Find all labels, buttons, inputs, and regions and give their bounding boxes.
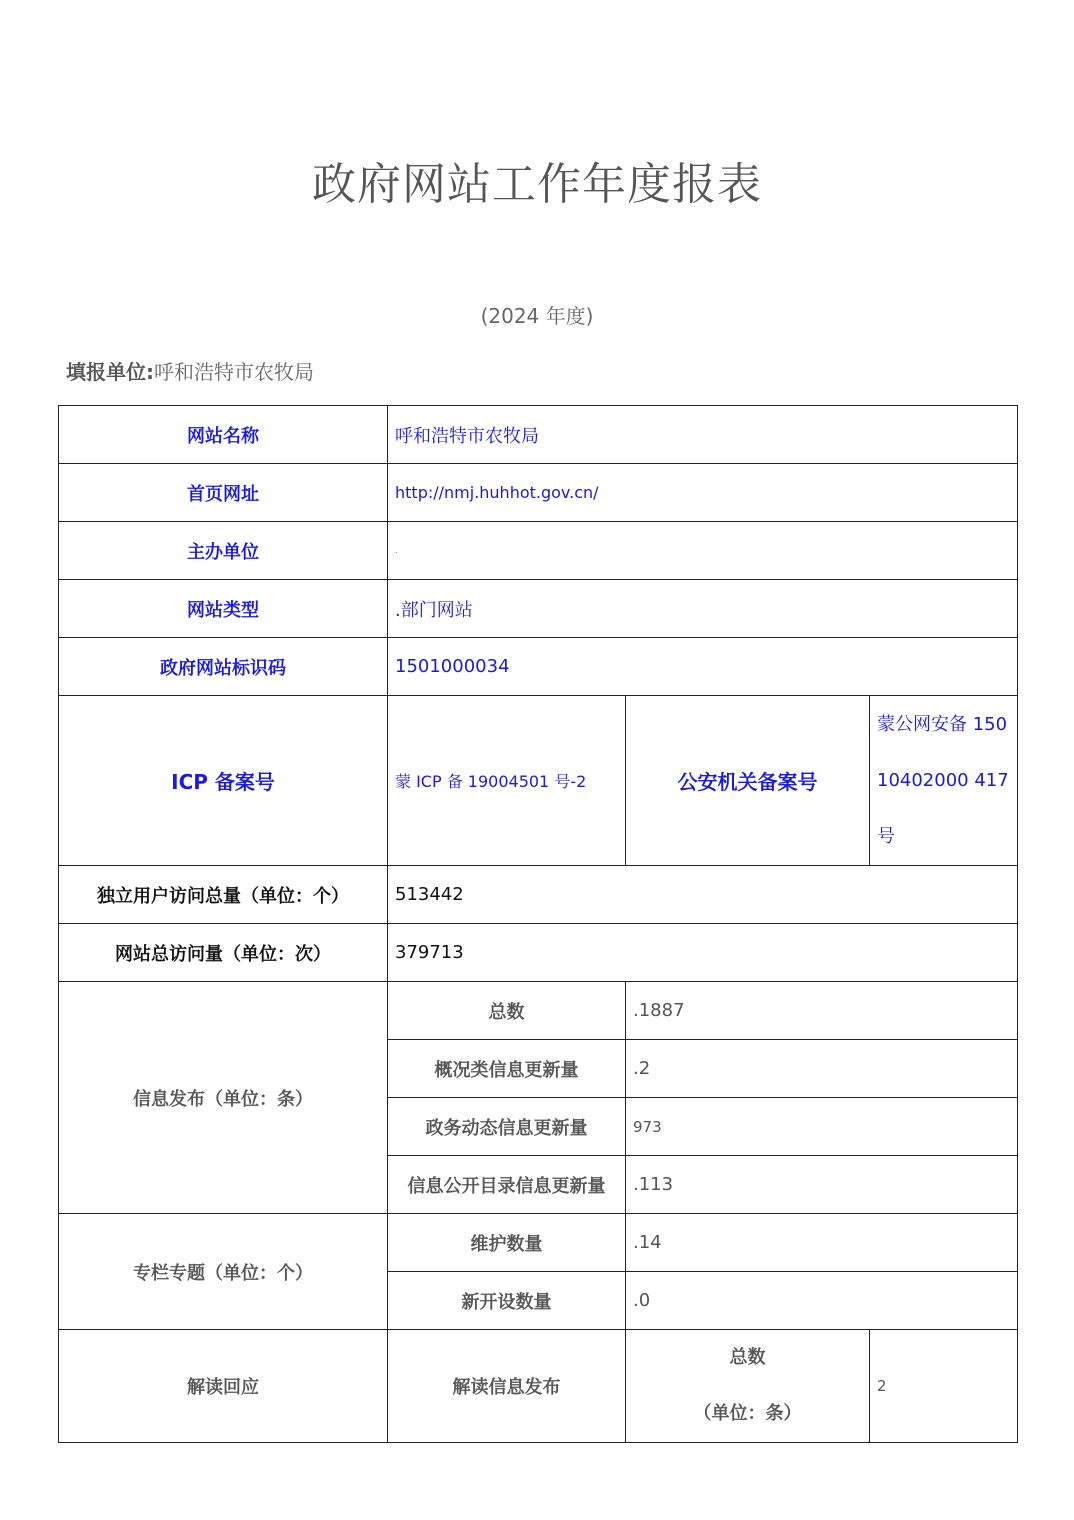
- table-row: [59, 982, 1018, 1040]
- interpret-total-value: 2: [870, 1330, 1018, 1443]
- table-row: [59, 580, 1018, 638]
- site-name-label: 网站名称: [59, 406, 388, 464]
- report-table: [58, 405, 1018, 1443]
- table-row: [59, 696, 1018, 866]
- info-affairs-label: 政务动态信息更新量: [388, 1098, 626, 1156]
- reporting-unit-value: 呼和浩特市农牧局: [154, 360, 314, 384]
- gov-code-value: 1501000034: [388, 638, 1018, 696]
- table-row: [59, 866, 1018, 924]
- site-type-label: 网站类型: [59, 580, 388, 638]
- homepage-link[interactable]: http://nmj.huhhot.gov.cn/: [388, 464, 1018, 522]
- table-row: [59, 406, 1018, 464]
- interpret-total-label: [626, 1330, 870, 1443]
- police-value: 蒙公网安备 15010402000 417 号: [870, 696, 1018, 866]
- sponsor-label: 主办单位: [59, 522, 388, 580]
- site-type-value: .部门网站: [388, 580, 1018, 638]
- info-overview-value: .2: [626, 1040, 1018, 1098]
- table-row: [59, 464, 1018, 522]
- uv-label: 独立用户访问总量（单位：个）: [59, 866, 388, 924]
- column-label: 专栏专题（单位：个）: [59, 1214, 388, 1330]
- column-maintain-value: .14: [626, 1214, 1018, 1272]
- site-name-value: 呼和浩特市农牧局: [388, 406, 1018, 464]
- table-row: [59, 638, 1018, 696]
- info-total-label: 总数: [388, 982, 626, 1040]
- uv-value: 513442: [388, 866, 1018, 924]
- page-title: 政府网站工作年度报表: [312, 159, 762, 210]
- column-maintain-label: 维护数量: [388, 1214, 626, 1272]
- info-affairs-value: 973: [626, 1098, 1018, 1156]
- homepage-label: 首页网址: [59, 464, 388, 522]
- reporting-unit-label: 填报单位:: [66, 360, 154, 384]
- interpret-total-unit: （单位：条）: [693, 1403, 802, 1424]
- table-row: [59, 1330, 1018, 1443]
- reporting-unit: [66, 356, 314, 385]
- pv-value: 379713: [388, 924, 1018, 982]
- gov-code-label: 政府网站标识码: [59, 638, 388, 696]
- sponsor-value: .: [388, 522, 1018, 580]
- icp-label: ICP 备案号: [59, 696, 388, 866]
- interpret-sub-label: 解读信息发布: [388, 1330, 626, 1443]
- police-label: 公安机关备案号: [626, 696, 870, 866]
- icp-value: 蒙 ICP 备 19004501 号-2: [388, 696, 626, 866]
- info-catalog-value: .113: [626, 1156, 1018, 1214]
- interpret-label: 解读回应: [59, 1330, 388, 1443]
- column-new-value: .0: [626, 1272, 1018, 1330]
- table-row: [59, 1214, 1018, 1272]
- interpret-total-text: 总数: [729, 1347, 766, 1368]
- table-row: [59, 924, 1018, 982]
- info-overview-label: 概况类信息更新量: [388, 1040, 626, 1098]
- report-year: (2024 年度): [480, 304, 594, 328]
- table-row: [59, 522, 1018, 580]
- info-catalog-label: 信息公开目录信息更新量: [388, 1156, 626, 1214]
- info-release-label: 信息发布（单位：条）: [59, 982, 388, 1214]
- column-new-label: 新开设数量: [388, 1272, 626, 1330]
- pv-label: 网站总访问量（单位：次）: [59, 924, 388, 982]
- info-total-value: .1887: [626, 982, 1018, 1040]
